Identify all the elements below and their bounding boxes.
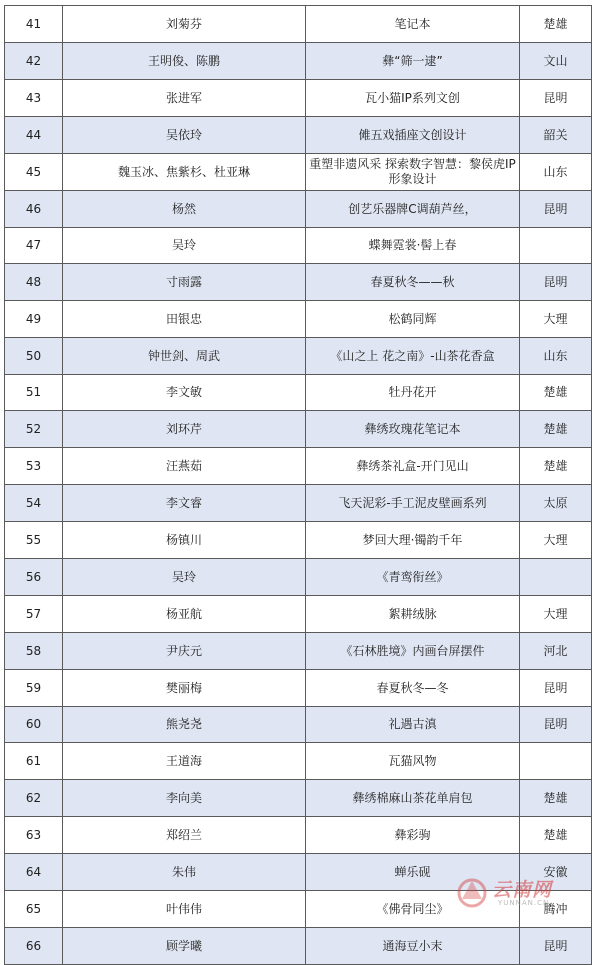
cell-region: 昆明: [520, 264, 592, 301]
cell-author: 王道海: [63, 743, 306, 780]
cell-region: 大理: [520, 596, 592, 633]
table-row: [5, 559, 592, 596]
cell-region: 昆明: [520, 80, 592, 117]
cell-author: 李向美: [63, 780, 306, 817]
cell-author: 熊尧尧: [63, 707, 306, 743]
cell-work-title: 通海豆小末: [306, 928, 520, 965]
cell-author: 张进军: [63, 80, 306, 117]
cell-region: 山东: [520, 338, 592, 375]
cell-region: 楚雄: [520, 375, 592, 411]
table-row: [5, 596, 592, 633]
cell-work-title: 牡丹花开: [306, 375, 520, 411]
cell-region: [520, 559, 592, 596]
table-row: [5, 780, 592, 817]
awards-table: [4, 5, 592, 965]
cell-number: 57: [5, 596, 63, 633]
cell-author: 杨然: [63, 191, 306, 228]
cell-region: 河北: [520, 633, 592, 670]
cell-work-title: 蝉乐砚: [306, 854, 520, 891]
cell-work-title: 礼遇古滇: [306, 707, 520, 743]
cell-work-title: 蝶舞霓裳·髻上春: [306, 228, 520, 264]
cell-author: 李文睿: [63, 485, 306, 522]
cell-number: 65: [5, 891, 63, 928]
cell-author: 刘菊芬: [63, 6, 306, 43]
table-row: [5, 928, 592, 965]
cell-region: 大理: [520, 301, 592, 338]
cell-author: 钟世剑、周武: [63, 338, 306, 375]
table-row: [5, 301, 592, 338]
cell-work-title: 春夏秋冬——秋: [306, 264, 520, 301]
cell-number: 41: [5, 6, 63, 43]
cell-author: 吴玲: [63, 559, 306, 596]
cell-number: 42: [5, 43, 63, 80]
cell-number: 43: [5, 80, 63, 117]
cell-number: 53: [5, 448, 63, 485]
table-row: [5, 854, 592, 891]
table-row: [5, 43, 592, 80]
cell-work-title: 彝绣棉麻山茶花单肩包: [306, 780, 520, 817]
cell-work-title: 《石林胜境》内画台屏摆件: [306, 633, 520, 670]
table-row: [5, 707, 592, 743]
cell-region: 文山: [520, 43, 592, 80]
cell-number: 52: [5, 411, 63, 448]
cell-work-title: 彝绣茶礼盒-开门见山: [306, 448, 520, 485]
cell-author: 顾学曦: [63, 928, 306, 965]
cell-work-title: 梦回大理·镯韵千年: [306, 522, 520, 559]
cell-author: 朱伟: [63, 854, 306, 891]
cell-number: 50: [5, 338, 63, 375]
cell-number: 64: [5, 854, 63, 891]
table-row: [5, 817, 592, 854]
cell-work-title: 瓦猫风物: [306, 743, 520, 780]
cell-region: 韶关: [520, 117, 592, 154]
cell-number: 44: [5, 117, 63, 154]
cell-region: 楚雄: [520, 780, 592, 817]
cell-region: 腾冲: [520, 891, 592, 928]
cell-author: 寸雨露: [63, 264, 306, 301]
cell-work-title: 傩五戏插座文创设计: [306, 117, 520, 154]
cell-region: 安徽: [520, 854, 592, 891]
table-row: [5, 228, 592, 264]
cell-region: 太原: [520, 485, 592, 522]
cell-work-title: 笔记本: [306, 6, 520, 43]
cell-number: 51: [5, 375, 63, 411]
cell-region: [520, 228, 592, 264]
cell-work-title: 絮耕绒脉: [306, 596, 520, 633]
cell-author: 杨亚航: [63, 596, 306, 633]
cell-region: 昆明: [520, 670, 592, 707]
cell-work-title: 《青鸾衔丝》: [306, 559, 520, 596]
table-row: [5, 264, 592, 301]
cell-work-title: 彝“筛一逮”: [306, 43, 520, 80]
cell-region: 大理: [520, 522, 592, 559]
cell-work-title: 创艺乐器牌C调葫芦丝，: [306, 191, 520, 228]
table-row: [5, 6, 592, 43]
cell-author: 田银忠: [63, 301, 306, 338]
cell-author: 杨镇川: [63, 522, 306, 559]
cell-number: 47: [5, 228, 63, 264]
table-row: [5, 154, 592, 191]
cell-work-title: 瓦小猫IP系列文创: [306, 80, 520, 117]
cell-author: 樊丽梅: [63, 670, 306, 707]
cell-work-title: 彝彩驹: [306, 817, 520, 854]
cell-number: 61: [5, 743, 63, 780]
table-row: [5, 117, 592, 154]
cell-author: 李文敏: [63, 375, 306, 411]
cell-author: 郑绍兰: [63, 817, 306, 854]
table-row: [5, 891, 592, 928]
cell-number: 60: [5, 707, 63, 743]
table-body: [5, 6, 592, 965]
cell-author: 叶伟伟: [63, 891, 306, 928]
cell-work-title: 松鹤同辉: [306, 301, 520, 338]
cell-number: 54: [5, 485, 63, 522]
cell-region: 山东: [520, 154, 592, 191]
cell-number: 59: [5, 670, 63, 707]
cell-work-title: 《佛骨同尘》: [306, 891, 520, 928]
cell-region: 昆明: [520, 707, 592, 743]
table-row: [5, 338, 592, 375]
cell-number: 49: [5, 301, 63, 338]
table-row: [5, 191, 592, 228]
cell-region: 昆明: [520, 191, 592, 228]
cell-number: 62: [5, 780, 63, 817]
cell-author: 汪燕茹: [63, 448, 306, 485]
cell-author: 尹庆元: [63, 633, 306, 670]
cell-author: 吴玲: [63, 228, 306, 264]
cell-work-title: 《山之上 花之南》-山茶花香盒: [306, 338, 520, 375]
cell-author: 魏玉冰、焦紫杉、杜亚琳: [63, 154, 306, 191]
cell-number: 45: [5, 154, 63, 191]
cell-number: 58: [5, 633, 63, 670]
cell-work-title: 重塑非遗风采 探索数字智慧：黎侯虎IP形象设计: [306, 154, 520, 191]
table-row: [5, 448, 592, 485]
cell-region: 楚雄: [520, 6, 592, 43]
cell-region: 楚雄: [520, 448, 592, 485]
watermark-text: 云南网: [492, 879, 553, 901]
table-row: [5, 80, 592, 117]
watermark-subtext: YUNNAN.CN: [498, 899, 550, 907]
cell-number: 48: [5, 264, 63, 301]
table-row: [5, 522, 592, 559]
table-row: [5, 375, 592, 411]
cell-author: 刘环芹: [63, 411, 306, 448]
cell-author: 王明俊、陈鹏: [63, 43, 306, 80]
cell-work-title: 彝绣玫瑰花笔记本: [306, 411, 520, 448]
cell-region: 楚雄: [520, 817, 592, 854]
cell-region: 昆明: [520, 928, 592, 965]
cell-region: [520, 743, 592, 780]
cell-number: 66: [5, 928, 63, 965]
cell-number: 56: [5, 559, 63, 596]
cell-author: 吴依玲: [63, 117, 306, 154]
cell-work-title: 飞天泥彩-手工泥皮壁画系列: [306, 485, 520, 522]
table-row: [5, 633, 592, 670]
table-row: [5, 485, 592, 522]
table-row: [5, 670, 592, 707]
table-row: [5, 411, 592, 448]
cell-number: 55: [5, 522, 63, 559]
table-row: [5, 743, 592, 780]
cell-number: 46: [5, 191, 63, 228]
cell-region: 楚雄: [520, 411, 592, 448]
cell-number: 63: [5, 817, 63, 854]
cell-work-title: 春夏秋冬—冬: [306, 670, 520, 707]
